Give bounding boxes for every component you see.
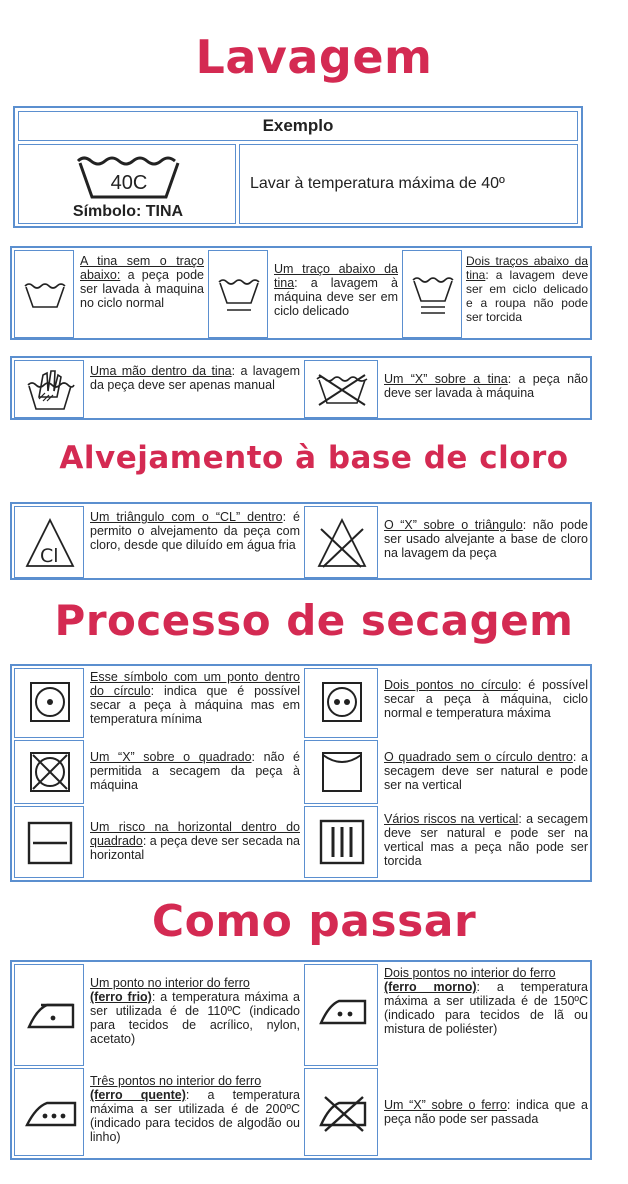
dry-flat-text (90, 820, 300, 862)
iron-high-title: Três pontos no interior do ferro (90, 1074, 262, 1088)
dry-flat-body: : a peça deve ser secada na horizontal (90, 834, 300, 862)
wash-delicate-body: : a lavagem à máquina deve ser em ciclo delicado (274, 276, 398, 318)
hand-wash-icon (25, 367, 75, 413)
drip-dry-body: : a secagem deve ser natural e pode ser na vertical mas a peça não pode ser torcida (384, 812, 588, 868)
iron-high-icon-cell (14, 1068, 84, 1156)
symbol-label: Símbolo: TINA (72, 203, 184, 220)
wash-tub-one-bar-icon (217, 277, 261, 317)
tumble-dry-high-icon (321, 681, 363, 723)
drip-dry-icon-cell (304, 806, 378, 878)
line-dry-title: O quadrado sem o círculo dentro (384, 750, 573, 764)
example-description-cell (239, 144, 578, 224)
svg-text:Cl: Cl (40, 545, 59, 567)
tumble-dry-high-icon-cell (304, 668, 378, 738)
do-not-tumble-dry-text (90, 750, 300, 792)
do-not-bleach-body: : não pode ser usado alvejante a base de cloro na lavagem da peça (384, 518, 588, 560)
iron-high-bold: (ferro quente) (90, 1088, 186, 1102)
wash-temp-label: 40C (110, 172, 148, 194)
example-symbol-cell (18, 144, 236, 224)
wash-delicate-title: Um traço abaixo da tina (274, 262, 398, 290)
line-dry-text (384, 750, 588, 792)
example-description: Lavar à temperatura máxima de 40º (250, 175, 505, 192)
iron-low-icon (25, 999, 77, 1031)
tumble-dry-low-icon (29, 681, 71, 723)
section-title-secagem: Processo de secagem (54, 596, 574, 645)
do-not-tumble-dry-title: Um “X” sobre o quadrado (90, 750, 252, 764)
hand-wash-title: Uma mão dentro da tina (90, 364, 232, 378)
line-dry-icon (321, 751, 363, 793)
iron-low-title: Um ponto no interior do ferro (90, 976, 250, 990)
do-not-wash-title: Um “X” sobre a tina (384, 372, 508, 386)
dry-flat-title: Um risco na horizontal dentro do quadrado (90, 820, 300, 848)
tumble-dry-high-text (384, 678, 588, 720)
tumble-dry-low-text (90, 670, 300, 726)
section-title-passar: Como passar (151, 896, 477, 947)
example-header-label: Exemplo (262, 116, 334, 135)
iron-high-icon (23, 1097, 79, 1129)
do-not-iron-title: Um “X” sobre o ferro (384, 1098, 507, 1112)
tumble-dry-low-title: Esse símbolo com um ponto dentro do círculo (90, 670, 300, 698)
do-not-tumble-dry-icon-cell (14, 740, 84, 804)
do-not-iron-icon (317, 1093, 369, 1133)
wash-normal-body: a peça pode ser lavada à maquina no ciclo normal (80, 268, 204, 310)
wash-normal-icon-cell (14, 250, 74, 338)
do-not-bleach-icon (317, 517, 367, 569)
do-not-tumble-dry-body: : não é permitida a secagem da peça à máquina (90, 750, 300, 792)
wash-delicate-icon-cell (208, 250, 268, 338)
do-not-iron-text (384, 1098, 588, 1126)
do-not-bleach-title: O “X” sobre o triângulo (384, 518, 523, 532)
iron-medium-title: Dois pontos no interior do ferro (384, 966, 556, 980)
secagem-table (10, 664, 592, 882)
wash-delicate-text (274, 262, 398, 318)
wash-normal-title: A tina sem o traço abaixo: (80, 254, 204, 282)
chlorine-bleach-text (90, 510, 300, 552)
tumble-dry-high-body: : é possível secar a peça à máquina, ciclo normal e temperatura máxima (384, 678, 588, 720)
do-not-wash-body: : a peça não deve ser lavada à máquina (384, 372, 588, 400)
iron-medium-icon (317, 995, 369, 1027)
do-not-iron-icon-cell (304, 1068, 378, 1156)
tumble-dry-low-body: : indica que é possível secar a peça à máquina mas em temperatura mínima (90, 684, 300, 726)
lavagem-row-1 (10, 246, 592, 340)
do-not-bleach-icon-cell (304, 506, 378, 578)
wash-tub-icon (23, 281, 67, 311)
chlorine-bleach-icon-cell (14, 506, 84, 578)
lavagem-row-2 (10, 356, 592, 420)
hand-wash-icon-cell (14, 360, 84, 418)
iron-high-body: : a temperatura máxima a ser utilizada é de 200ºC (indicado para tecidos de algodão ou linho) (90, 1088, 301, 1144)
chlorine-bleach-body: : é permito o alvejamento da peça com cloro, desde que diluído em água fria (90, 510, 300, 552)
do-not-tumble-dry-icon (29, 751, 71, 793)
do-not-wash-icon (315, 373, 369, 407)
drip-dry-title: Vários riscos na vertical (384, 812, 519, 826)
do-not-wash-text (384, 372, 588, 400)
iron-low-bold: (ferro frio) (90, 990, 152, 1004)
iron-medium-icon-cell (304, 964, 378, 1066)
passar-table (10, 960, 592, 1160)
dry-flat-icon-cell (14, 806, 84, 878)
example-box (13, 106, 583, 228)
tumble-dry-high-title: Dois pontos no círculo (384, 678, 518, 692)
iron-medium-body: : a temperatura máxima a ser utilizada é de 150ºC (indicado para tecidos de lã ou mistura de poliéster) (384, 980, 589, 1036)
line-dry-icon-cell (304, 740, 378, 804)
example-header (18, 111, 578, 141)
iron-high-text (90, 1074, 300, 1144)
line-dry-body: : a secagem deve ser natural e pode ser na vertical (384, 750, 588, 792)
do-not-iron-body: : indica que a peça não pode ser passada (384, 1098, 589, 1126)
iron-low-body: : a temperatura máxima a ser utilizada é de 110ºC (indicado para tecidos de acrílico, nylon, acetato) (90, 990, 301, 1046)
chlorine-bleach-icon (25, 517, 75, 569)
wash-very-delicate-body: : a lavagem deve ser em ciclo delicado e a roupa não pode ser torcida (466, 268, 588, 324)
wash-very-delicate-title: Dois traços abaixo da tina (466, 254, 588, 282)
wash-tub-two-bars-icon (411, 275, 455, 319)
section-title-alvejamento: Alvejamento à base de cloro (59, 440, 569, 476)
wash-very-delicate-icon-cell (402, 250, 462, 338)
iron-medium-bold: (ferro morno) (384, 980, 477, 994)
hand-wash-body: : a lavagem da peça deve ser apenas manual (90, 364, 300, 392)
iron-medium-text (384, 966, 588, 1036)
chlorine-bleach-title: Um triângulo com o “CL” dentro (90, 510, 283, 524)
drip-dry-text (384, 812, 588, 868)
iron-low-text (90, 976, 300, 1046)
wash-normal-text (80, 254, 204, 310)
section-title-lavagem: Lavagem (195, 30, 433, 84)
drip-dry-icon (319, 819, 365, 865)
tumble-dry-low-icon-cell (14, 668, 84, 738)
hand-wash-text (90, 364, 300, 392)
do-not-wash-icon-cell (304, 360, 378, 418)
wash-very-delicate-text (466, 254, 588, 324)
do-not-bleach-text (384, 518, 588, 560)
alvejamento-row (10, 502, 592, 580)
dry-flat-icon (27, 821, 73, 865)
iron-low-icon-cell (14, 964, 84, 1066)
